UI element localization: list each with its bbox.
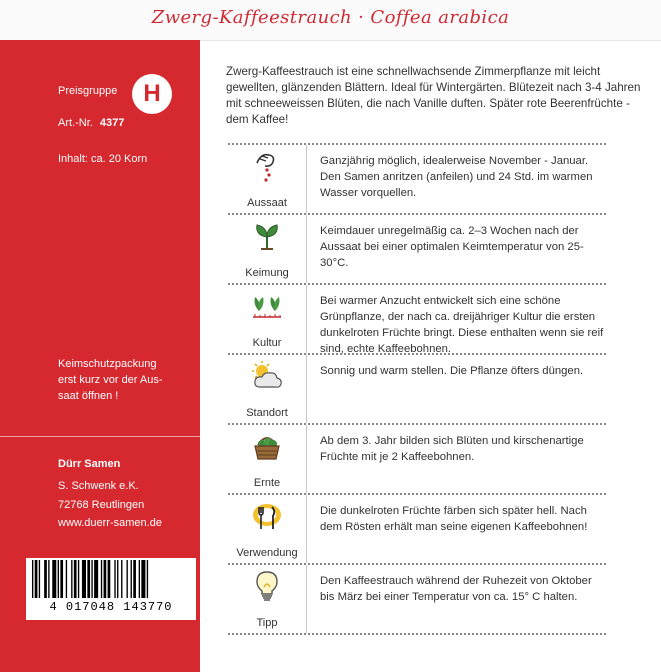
barcode-bar (147, 560, 148, 598)
row-text: Die dunkelroten Früchte färben sich später hell. Nach dem Rösten erhält man seine eigenen Kaffeebohnen! (320, 505, 588, 533)
barcode-bar (39, 560, 40, 598)
row-verwendung (228, 495, 606, 565)
barcode-bar (139, 560, 140, 598)
sowing-hand-icon (251, 149, 283, 183)
barcode-bar (104, 560, 107, 598)
plants-ruler-icon (251, 289, 283, 323)
barcode (26, 558, 196, 620)
row-label: Standort (246, 407, 288, 419)
title-bar (0, 0, 661, 41)
divider (0, 436, 200, 437)
barcode-bar (78, 560, 79, 598)
barcode-bar (108, 560, 111, 598)
company-website: www.duerr-samen.de (58, 517, 162, 529)
row-label: Aussaat (247, 197, 287, 209)
article-label: Art.-Nr. (58, 117, 93, 129)
icon-cell (228, 145, 307, 213)
notice-line-1: Keimschutzpackung (58, 358, 157, 370)
row-text: Den Kaffeestrauch während der Ruhezeit von Oktober bis März bei einer Temperatur von ca. 15° C halten. (320, 575, 592, 603)
article-value: 4377 (99, 117, 125, 129)
row-text: Keimdauer unregelmäßig ca. 2–3 Wochen nach der Aussaat bei einer optimalen Keimtemperatur von 25-30°C. (320, 225, 584, 269)
barcode-bar (127, 560, 128, 598)
price-group-badge: H (132, 74, 172, 114)
barcode-bar (101, 560, 102, 598)
barcode-bar (58, 560, 59, 598)
barcode-bar (60, 560, 63, 598)
icon-cell (228, 425, 307, 493)
row-text: Sonnig und warm stellen. Die Pflanze öfters düngen. (320, 365, 584, 377)
barcode-bar (52, 560, 56, 598)
seedling-icon (251, 219, 283, 253)
lightbulb-icon (251, 569, 283, 603)
row-label: Tipp (256, 617, 278, 629)
row-aussaat (228, 143, 606, 215)
company-city: 72768 Reutlingen (58, 499, 145, 511)
barcode-bar (94, 560, 98, 598)
harvest-basket-icon (251, 429, 283, 463)
barcode-bar (141, 560, 145, 598)
barcode-bar (87, 560, 90, 598)
care-table (228, 143, 606, 635)
product-title: Zwerg-Kaffeestrauch · Coffea arabica (151, 7, 510, 28)
row-text: Bei warmer Anzucht entwickelt sich eine schöne Grünpflanze, der nach ca. dreijähriger Kultur die ersten dunkelroten Früchte bringt. Diese enthalten wenn sie reif sind, echte Kaffeebohnen. (320, 295, 604, 355)
cutlery-plate-icon (251, 499, 283, 533)
contents-info: Inhalt: ca. 20 Korn (58, 153, 148, 165)
barcode-bar (121, 560, 122, 598)
notice-line-2: erst kurz vor der Aus- (58, 374, 163, 386)
barcode-bar (48, 560, 49, 598)
barcode-bar (133, 560, 136, 598)
barcode-bar (131, 560, 132, 598)
row-ernte (228, 425, 606, 495)
row-keimung (228, 215, 606, 285)
icon-cell (228, 215, 307, 283)
company-name: Dürr Samen (58, 458, 121, 470)
barcode-bar (35, 560, 38, 598)
barcode-bar (71, 560, 72, 598)
barcode-bar (82, 560, 86, 598)
barcode-bar (44, 560, 47, 598)
intro-text: Zwerg-Kaffeestrauch ist eine schnellwachsende Zimmerpflanze mit leicht gewellten, glänzenden Blättern. Ideal für Wintergärten. Blütezeit nach 3-4 Jahren mit schneeweissen Blüten, die nach Vanille duften. Später rote Beerenfrüchte - dem Kaffee! (226, 65, 641, 126)
barcode-bar (117, 560, 118, 598)
barcode-bar (91, 560, 92, 598)
row-tipp (228, 565, 606, 635)
barcode-bar (114, 560, 115, 598)
article-number (58, 117, 124, 129)
icon-cell (228, 355, 307, 423)
barcode-bar (74, 560, 77, 598)
row-label: Kultur (252, 337, 282, 349)
row-label: Verwendung (236, 547, 298, 559)
row-standort (228, 355, 606, 425)
price-group-label: Preisgruppe (58, 85, 118, 97)
icon-cell (228, 565, 307, 633)
row-label: Keimung (245, 267, 289, 279)
icon-cell (228, 495, 307, 563)
row-text: Ganzjährig möglich, idealerweise November - Januar. Den Samen anritzen (anfeilen) und 24 Std. im warmen Wasser vorquellen. (320, 155, 593, 199)
icon-cell (228, 285, 307, 353)
row-text: Ab dem 3. Jahr bilden sich Blüten und kirschenartige Früchte mit je 2 Kaffeebohnen. (320, 435, 584, 463)
barcode-digits: 4 017048 143770 (49, 600, 173, 614)
barcode-bar (32, 560, 33, 598)
barcode-bars (26, 558, 196, 600)
company-owner: S. Schwenk e.K. (58, 480, 139, 492)
row-kultur (228, 285, 606, 355)
notice-line-3: saat öffnen ! (58, 390, 119, 402)
row-label: Ernte (253, 477, 281, 489)
sun-cloud-icon (251, 359, 283, 393)
barcode-bar (66, 560, 67, 598)
